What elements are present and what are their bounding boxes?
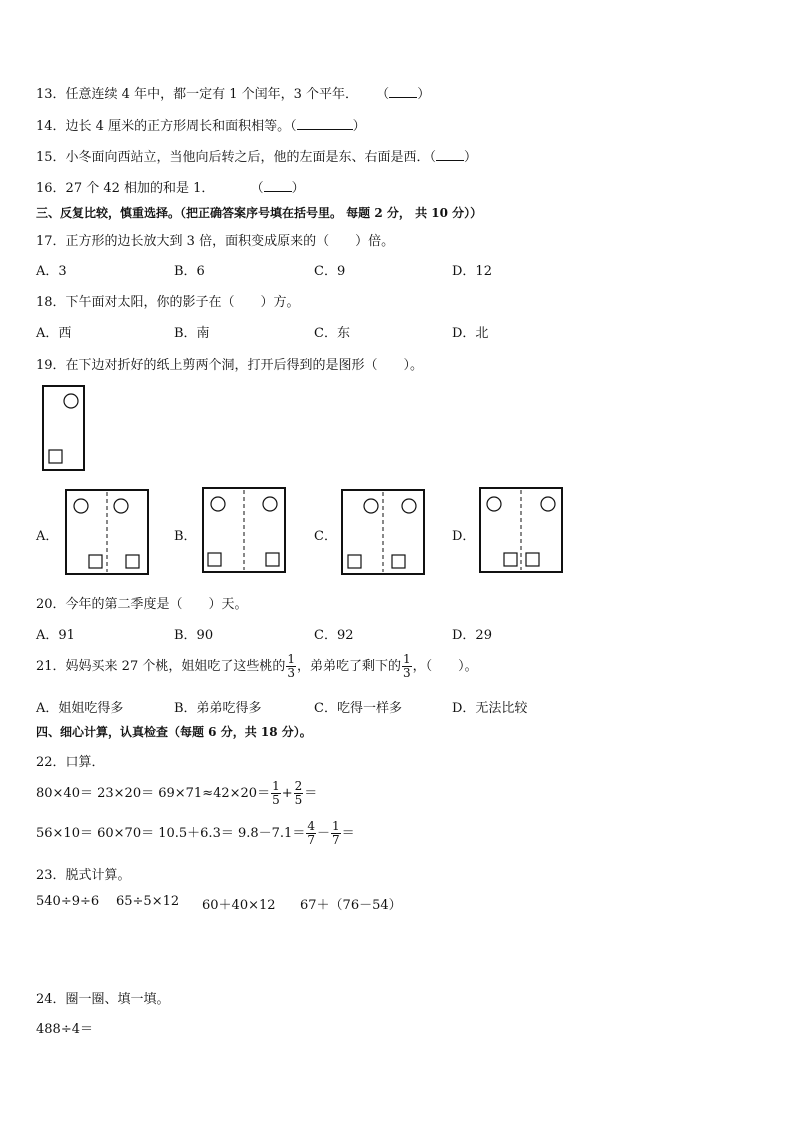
option-d-figure[interactable] (478, 486, 566, 576)
fraction: $\frac{1}{3}$ (403, 652, 411, 680)
folded-paper-figure (40, 384, 88, 474)
question-15: 15．小冬面向西站立，当他向后转之后，他的左面是东、右面是西．（ ） (36, 150, 478, 165)
fraction: $\frac{1}{3}$ (287, 652, 295, 680)
expression: 67＋（76－54） (300, 898, 402, 913)
option-b[interactable]: B． (174, 529, 197, 544)
expression: 60＋40×12 (202, 898, 276, 913)
option-c[interactable]: C．吃得一样多 (314, 701, 402, 716)
question-14: 14．边长 4 厘米的正方形周长和面积相等。（ ） (36, 119, 366, 134)
fraction: $\frac{2}{5}$ (294, 779, 303, 807)
question-16: 16．27 个 42 相加的和是 1． （ ） (36, 181, 305, 196)
mental-math-row-2: 56×10＝ 60×70＝ 10.5＋6.3＝ 9.8－7.1＝ $\frac{4}{7}$ － $\frac{1}{7}$ ＝ (36, 819, 355, 847)
question-18: 18．下午面对太阳，你的影子在（ ）方。 (36, 295, 300, 310)
answer-blank[interactable] (264, 181, 292, 192)
question-17: 17．正方形的边长放大到 3 倍，面积变成原来的（ ）倍。 (36, 234, 395, 249)
question-23: 23．脱式计算。 (36, 868, 131, 883)
question-21: 21．妈妈买来 27 个桃，姐姐吃了这些桃的 $\frac{1}{3}$ ，弟弟吃了剩下的 $\frac{1}{3}$ ，（ ）。 (36, 652, 478, 680)
fraction: $\frac{4}{7}$ (307, 819, 315, 847)
answer-blank[interactable] (436, 150, 464, 161)
fraction: $\frac{1}{5}$ (272, 779, 280, 807)
option-b-figure[interactable] (201, 486, 289, 576)
option-a[interactable]: A．3 (36, 264, 67, 279)
fraction: $\frac{1}{7}$ (331, 819, 340, 847)
expression: 488÷4＝ (36, 1022, 93, 1037)
section-3-heading: 三、反复比较，慎重选择。（把正确答案序号填在括号里。 每题 2 分， 共 10 分）） (36, 206, 483, 220)
question-22: 22．口算． (36, 755, 105, 770)
option-d[interactable]: D．无法比较 (452, 701, 528, 716)
section-4-heading: 四、细心计算，认真检查（每题 6 分，共 18 分）。 (36, 725, 312, 739)
option-d[interactable]: D．北 (452, 326, 489, 341)
option-b[interactable]: B．90 (174, 628, 214, 643)
option-b[interactable]: B．弟弟吃得多 (174, 701, 262, 716)
option-a[interactable]: A． (36, 529, 59, 544)
option-a[interactable]: A．91 (36, 628, 75, 643)
option-b[interactable]: B．6 (174, 264, 205, 279)
option-d[interactable]: D．29 (452, 628, 492, 643)
option-c[interactable]: C．92 (314, 628, 354, 643)
question-13: 13．任意连续 4 年中，都一定有 1 个闰年，3 个平年． （ ） (36, 87, 431, 102)
option-a-figure[interactable] (64, 488, 152, 578)
expression: 65÷5×12 (116, 894, 180, 909)
answer-blank[interactable] (297, 119, 353, 130)
question-19: 19．在下边对折好的纸上剪两个洞，打开后得到的是图形（ ）。 (36, 358, 424, 373)
option-d[interactable]: D．12 (452, 264, 492, 279)
answer-blank[interactable] (389, 87, 417, 98)
question-20: 20．今年的第二季度是（ ）天。 (36, 597, 248, 612)
option-c[interactable]: C．9 (314, 264, 346, 279)
option-b[interactable]: B．南 (174, 326, 210, 341)
option-c[interactable]: C．东 (314, 326, 350, 341)
option-a[interactable]: A．西 (36, 326, 72, 341)
question-24: 24．圈一圈、填一填。 (36, 992, 170, 1007)
option-d[interactable]: D． (452, 529, 476, 544)
option-c-figure[interactable] (340, 488, 428, 578)
expression: 540÷9÷6 (36, 894, 100, 909)
option-a[interactable]: A．姐姐吃得多 (36, 701, 124, 716)
option-c[interactable]: C． (314, 529, 337, 544)
mental-math-row-1: 80×40＝ 23×20＝ 69×71≈42×20＝ $\frac{1}{5}$ + $\frac{2}{5}$ ＝ (36, 779, 318, 807)
